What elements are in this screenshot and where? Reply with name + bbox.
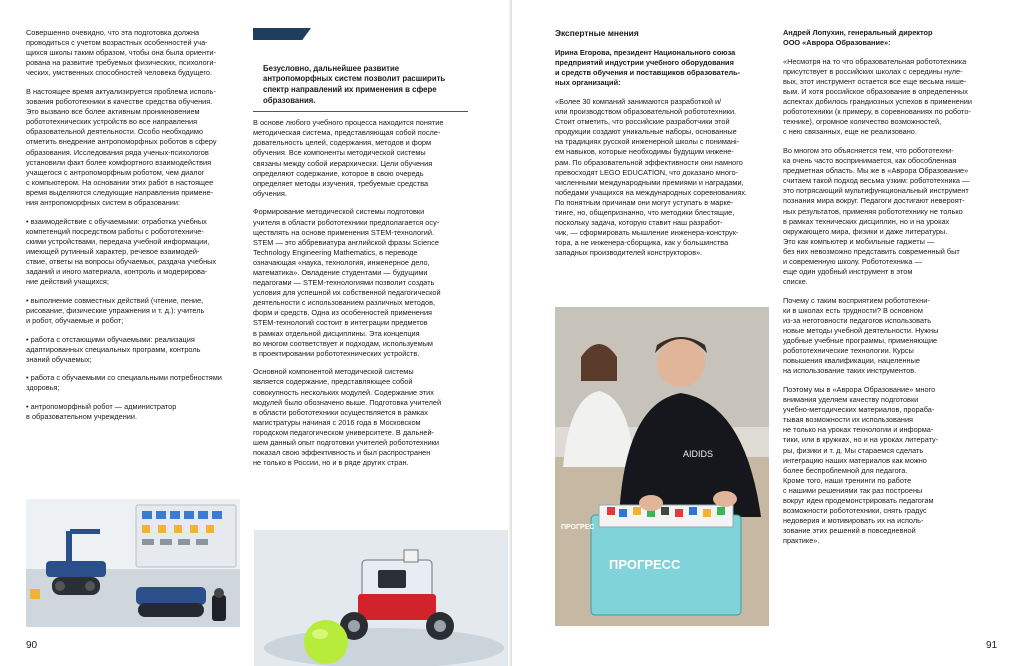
bullet-item: • работа с обучаемыми со специальными потребностями здоровья; <box>26 373 222 393</box>
left-column-2 <box>253 28 473 477</box>
expert-heading: Ирина Егорова, президент Национального союза предприятий индустрии учебного оборудования и средств обучения и поставщиков образователь- ных организаций: <box>555 48 741 88</box>
paragraph: Формирование методической системы подготовки учителя в области робототехники предполагается осу- ществлять на основе применения STEM-технологий. STEM — это аббревиатура английской фразы Science Technology Engineering Mathematics, в переводе означающая «наука, технология, инженерное дело, математика». Овладение студентами — будущими педагогами — STEM-технологиями позволит создать условия для успешной их собственной педагогической деятельности с использованием различных методов, форм и средств. Одна из особенностей применения STEM-технологий состоит в интеграции предметов в рамках отдельной дисциплины. Эта концепция во многом соответствует и подходам, используемым в проектировании робототехнических устройств. <box>253 207 441 358</box>
paragraph: Во многом это объясняется тем, что робототехни- ка очень часто воспринимается, как обособленная предметная область. Мы же в «Аврора Образование» считаем такой подход весьма узким: робототехника — это потрясающий мультифункциональный инструмент познания мира вокруг. Педагоги достигают невероят- ных результатов, применяя робототехнику не только в рамках технических дисциплин, но и на уроках окружающего мира, физики и даже литературы. Это как компьютер и мобильные гаджеты — без них невозможно представить современный быт и современную школу. Робототехника — еще один удобный инструмент в этом списке. <box>783 145 970 287</box>
kit-box-label-small: ПРОГРЕС <box>561 524 595 531</box>
page-number: 91 <box>986 640 998 651</box>
paragraph: Поэтому мы в «Аврора Образование» много внимания уделяем качеству подготовки учебно-методических материалов, прораба- тывая возможности их использования не только на уроках технологии и информа- тики, или в кружках, но и на уроках литерату- ры, физики и т. д. Мы стараемся сделать интеграцию наших материалов как можно более беспроблемной для педагога. Кроме того, наши тренинги по работе с нашими решениями так раз построены вокруг идеи продемонстрировать педагогам возможности робототехники, снять градус недоверия и мотивировать их на исполь- зование этих решений в повседневной практике». <box>783 385 939 546</box>
left-page <box>0 0 510 666</box>
kit-box-label: ПРОГРЕСС <box>609 557 681 572</box>
bullet-item: • выполнение совместных действий (чтение, пение, рисование, физические упражнения и т. д.): учитель и робот, обучаемые и робот; <box>26 295 205 325</box>
paragraph: Основной компонентой методической системы является содержание, представляющее собой совокупность нескольких модулей. Содержание этих модулей было обозначено выше. Подготовка учителей в области робототехники осуществляется в рамках магистратуры начиная с 2016 года в Московском городском педагогическом университете. В дальней- шем данный опыт подготовки учителей робототехники показал свою эффективность и был распространен не только в России, но и в ряде других стран. <box>253 367 442 468</box>
photo-robot-kits <box>26 499 240 627</box>
paragraph: В основе любого учебного процесса находится понятие методическая система, представляющая собой после- довательность целей, содержания, методов и форм обучения. Все компоненты методической системы связаны между собой иерархически. Цели обучения определяют содержание, которое в свою очередь определяет методы изучения, требуемые средства обучения. <box>253 118 444 198</box>
paragraph: Совершенно очевидно, что эта подготовка должна проводиться с учетом возрастных особенностей уча- щихся школы таким образом, чтобы она была ориенти- рована на развитие требуемых физических, психологи- ческих, умственных способностей человека будущего. <box>26 28 216 78</box>
paragraph: В настоящее время актуализируется проблема исполь- зования робототехники в качестве средства обучения. Это вызвано все более активным проникновением робототехнических устройств во все направления образовательной деятельности. Особо необходимо отметить внедрение антропоморфных роботов в сферу образования. Исследования ряда ученых-психологов установили факт более комфортного взаимодействия учащегося с антропоморфным роботом, чем диалог с компьютером. На основании этих работ в настоящее время выделяются следующие направления примене- ния антропоморфных систем в образовании: <box>26 86 217 207</box>
bullet-item: • антропоморфный робот — администратор в образовательном учреждении. <box>26 402 177 422</box>
divider <box>253 111 468 112</box>
left-column-1 <box>26 28 242 431</box>
photo-robot-kits-illustration <box>26 499 240 627</box>
right-column-1 <box>555 28 773 267</box>
section-title: Экспертные мнения <box>555 28 639 38</box>
page-number: 90 <box>26 640 38 651</box>
pull-quote-text: Безусловно, дальнейшее развитие антропоморфных систем позволит расширить спектр направлений их применения в сфере образования. <box>263 63 446 105</box>
accent-bar <box>253 28 311 40</box>
expert-heading: Андрей Лопухин, генеральный директор ООО «Аврора Образование»: <box>783 28 933 48</box>
photo-students-illustration <box>555 307 769 626</box>
bullet-item: • взаимодействие с обучаемыми: отработка учебных компетенций посредством работы с робототехниче- скими устройствами, передача учебной информации, имеющей рутинный характер, речевое взаимодей- ствие, ответы на вопросы обучаемых, раздача учебных заданий и иного материала, контроль и модерирова- ние действий учащихся; <box>26 216 217 287</box>
bullet-item: • работа с отстающими обучаемыми: реализация адаптированных специальных программ, контроль знаний обучаемых; <box>26 334 201 364</box>
photo-robot-car-illustration <box>254 530 512 666</box>
paragraph: «Несмотря на то что образовательная робототехника присутствует в российских школах с середины нуле- вых, этот инструмент остается все еще весьма нише- вым. И хотя российское образование в определенных аспектах добилось грандиозных успехов в применении робототехники (к примеру, в соревнованиях по робото- технике), огромное количество возможностей, с нею связанных, еще не реализовано. <box>783 56 972 137</box>
pull-quote <box>253 28 473 106</box>
right-column-2 <box>783 28 1003 555</box>
paragraph: Почему с таким восприятием робототехни- ки в школах есть трудности? В основном из-за неготовности педагогов использовать новые методы учебной деятельности. Нужны удобные учебные программы, применяющие робототехнические технологии. Курсы повышения квалификации, нацеленные на использование таких инструментов. <box>783 295 939 376</box>
photo-robot-car <box>254 530 512 666</box>
paragraph: «Более 30 компаний занимаются разработкой и/ или производством образовательной робототехники. Стоит отметить, что российские разработчики этой продукции создают уникальные наборы, основанные на традициях русской инженерной школы с пониманi- ем навыков, которые необходимы будущим инжене- рам. По образовательной эффективности они намного превосходят LEGO EDUCATION, что доказано много- численными международными премиями и наградами, победами учащихся на международных соревнованиях. По понятным причинам они могут уступать в марке- тинге, но, общепризнанно, что методики блестящие, поскольку задача, которую ставит наш разработ- чик, — сформировать мышление инженера-конструк- тора, а не инженера-сборщика, как у большинства западных производителей конструкторов». <box>555 96 748 258</box>
photo-students-robotics <box>555 307 769 626</box>
hoodie-logo: AIDIDS <box>683 449 714 459</box>
